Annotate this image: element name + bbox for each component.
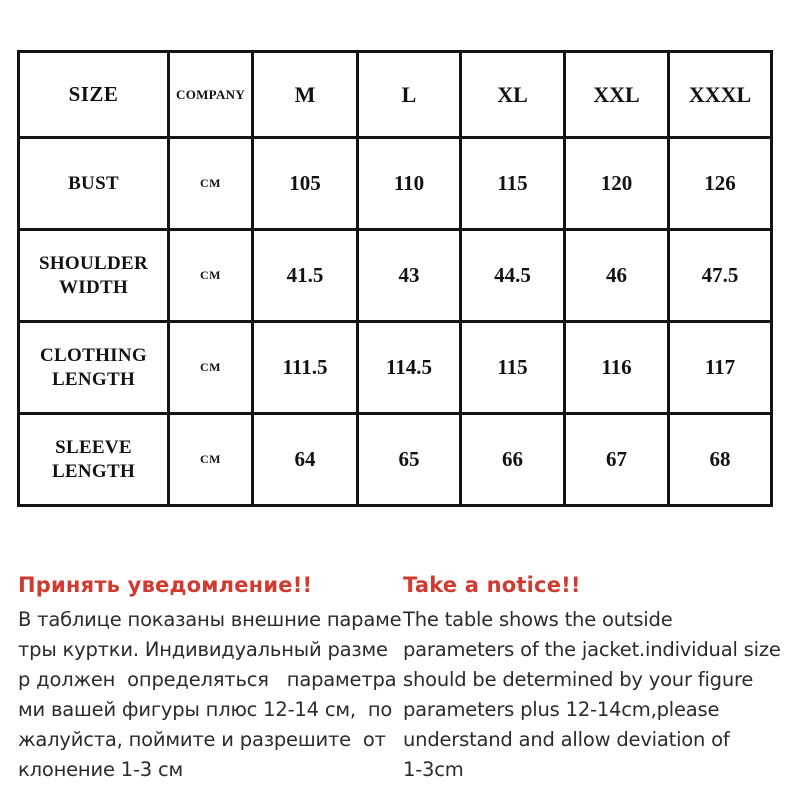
notice-line: parameters of the jacket.individual size	[403, 638, 781, 661]
table-cell: 68	[669, 414, 772, 506]
row-label-cell: SHOULDER WIDTH	[19, 230, 169, 322]
table-header-row	[19, 52, 772, 138]
notice-line: клонение 1-3 см	[18, 758, 184, 781]
size-table	[17, 50, 773, 507]
table-cell: 114.5	[358, 322, 461, 414]
table-cell: 64	[253, 414, 358, 506]
header-cell-xl: XL	[461, 52, 565, 138]
notice-line: ми вашей фигуры плюс 12-14 см, по	[18, 698, 393, 721]
notice-body-english	[403, 605, 795, 785]
table-cell: 111.5	[253, 322, 358, 414]
notice-line: В таблице показаны внешние параме	[18, 608, 402, 631]
notice-line: understand and allow deviation of	[403, 728, 730, 751]
notice-line: The table shows the outside	[403, 608, 673, 631]
table-cell: 126	[669, 138, 772, 230]
table-row-bust	[19, 138, 772, 230]
notice-line: should be determined by your figure	[403, 668, 754, 691]
notice-line: 1-3cm	[403, 758, 464, 781]
unit-cell: CM	[169, 322, 253, 414]
notice-english	[403, 572, 795, 785]
table-cell: 46	[565, 230, 669, 322]
table-cell: 47.5	[669, 230, 772, 322]
unit-cell: CM	[169, 138, 253, 230]
table-cell: 65	[358, 414, 461, 506]
header-cell-l: L	[358, 52, 461, 138]
table-cell: 43	[358, 230, 461, 322]
notice-heading-english: Take a notice!!	[403, 573, 581, 597]
table-cell: 67	[565, 414, 669, 506]
table-cell: 66	[461, 414, 565, 506]
table-cell: 110	[358, 138, 461, 230]
table-cell: 116	[565, 322, 669, 414]
table-cell: 41.5	[253, 230, 358, 322]
table-cell: 115	[461, 322, 565, 414]
table-row-clothing-length	[19, 322, 772, 414]
notice-heading-russian: Принять уведомление!!	[18, 573, 313, 597]
table-cell: 117	[669, 322, 772, 414]
row-label-cell: CLOTHING LENGTH	[19, 322, 169, 414]
notice-body-russian	[18, 605, 402, 785]
header-cell-size: SIZE	[19, 52, 169, 138]
notice-line: тры куртки. Индивидуальный разме	[18, 638, 388, 661]
row-label-cell: BUST	[19, 138, 169, 230]
unit-cell: CM	[169, 414, 253, 506]
table-cell: 120	[565, 138, 669, 230]
header-cell-company: COMPANY	[169, 52, 253, 138]
unit-cell: CM	[169, 230, 253, 322]
table-cell: 105	[253, 138, 358, 230]
notice-line: parameters plus 12-14cm,please	[403, 698, 720, 721]
notice-russian	[18, 572, 402, 785]
table-cell: 44.5	[461, 230, 565, 322]
notice-line: жалуйста, поймите и разрешите от	[18, 728, 386, 751]
header-cell-xxxl: XXXL	[669, 52, 772, 138]
header-cell-m: M	[253, 52, 358, 138]
table-cell: 115	[461, 138, 565, 230]
header-cell-xxl: XXL	[565, 52, 669, 138]
table-row-shoulder-width	[19, 230, 772, 322]
notice-line: р должен определяться параметра	[18, 668, 397, 691]
row-label-cell: SLEEVE LENGTH	[19, 414, 169, 506]
table-row-sleeve-length	[19, 414, 772, 506]
